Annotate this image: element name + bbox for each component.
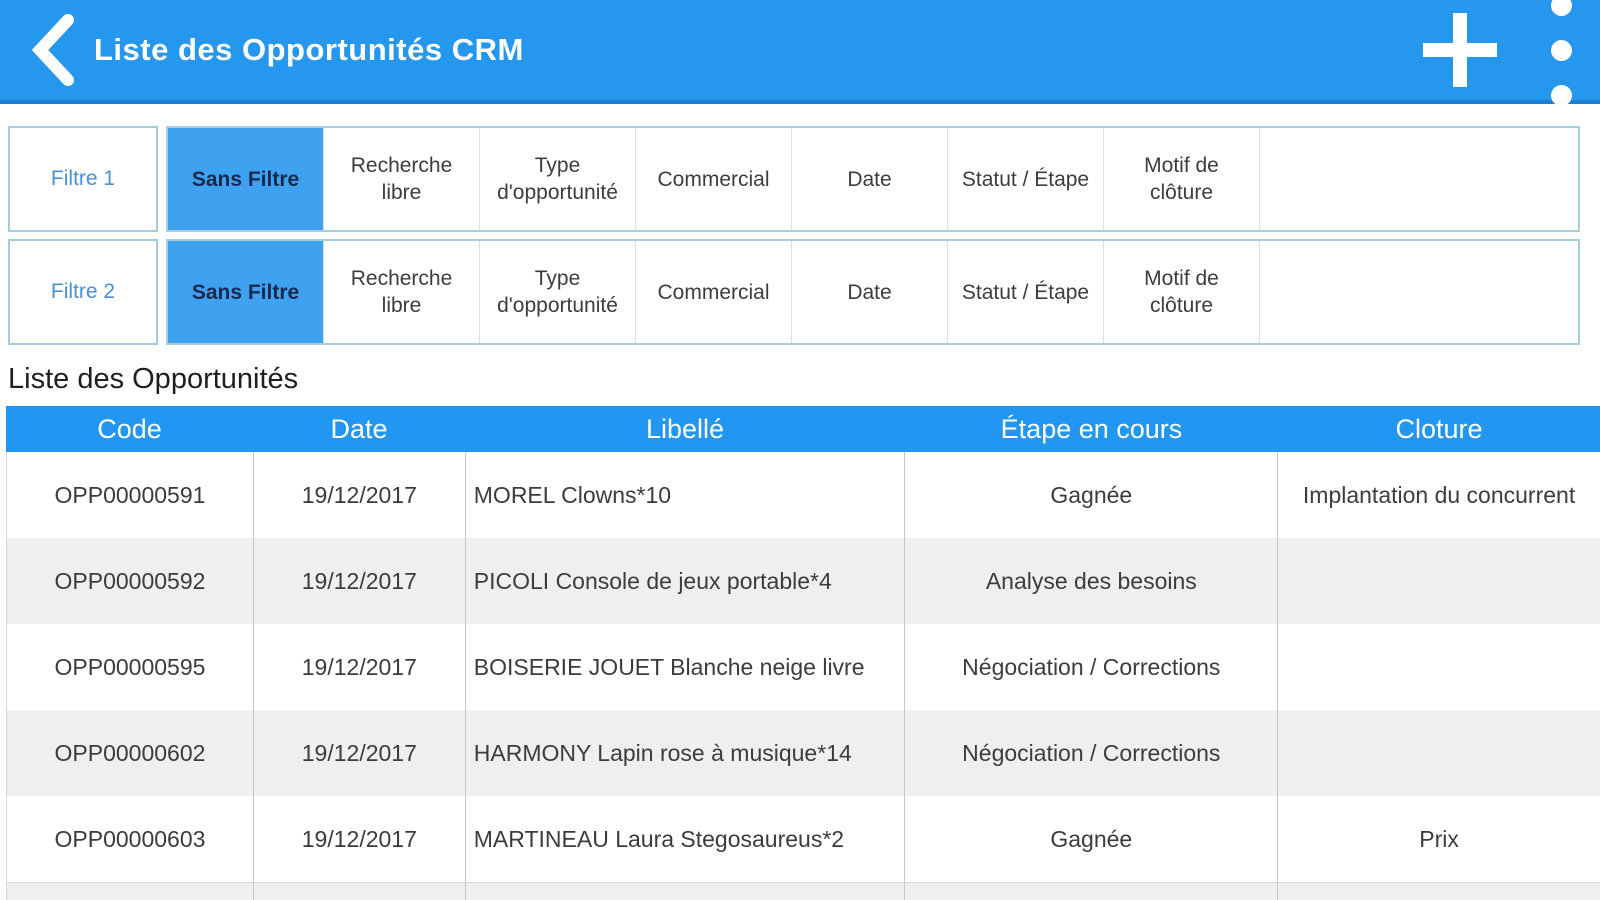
column-header-date[interactable]: Date: [330, 413, 388, 444]
filter-option-button[interactable]: Recherche libre: [324, 128, 480, 230]
cell-code: OPP00000595: [7, 624, 254, 710]
cell-date: 19/12/2017: [254, 796, 466, 882]
filter-option-button[interactable]: Statut / Étape: [948, 128, 1104, 230]
filter-2-label-button[interactable]: Filtre 2: [8, 239, 158, 345]
filter-row-2: [8, 239, 1580, 345]
filter-strip-filler: [1260, 241, 1578, 343]
cell-date: 19/12/2017: [254, 710, 466, 796]
app-bar: [0, 0, 1600, 104]
filter-1-options-strip: [166, 126, 1580, 232]
filter-strip-filler: [1260, 128, 1578, 230]
opportunities-table: [6, 406, 1600, 900]
cell-etape: Négociation / Corrections: [905, 624, 1278, 710]
back-button[interactable]: [18, 10, 88, 90]
filter-2-options-strip: [166, 239, 1580, 345]
table-header-row: [6, 406, 1600, 452]
cell-code: OPP00000592: [7, 538, 254, 624]
table-row[interactable]: [6, 710, 1600, 796]
cell-libelle: MARTINEAU Laura Stegosaureus*2: [466, 796, 906, 882]
filter-option-button[interactable]: Statut / Étape: [948, 241, 1104, 343]
cell-etape: [905, 883, 1278, 900]
cell-date: 19/12/2017: [254, 452, 466, 538]
cell-code: OPP00000591: [7, 452, 254, 538]
cell-cloture: [1278, 710, 1600, 796]
filter-option-button[interactable]: Sans Filtre: [168, 128, 324, 230]
chevron-left-icon: [32, 14, 74, 86]
filter-row-1: [8, 126, 1580, 232]
cell-etape: Gagnée: [905, 796, 1278, 882]
cell-code: OPP00000603: [7, 796, 254, 882]
page-title: Liste des Opportunités CRM: [94, 32, 524, 67]
column-header-cloture[interactable]: Cloture: [1395, 413, 1483, 444]
column-header-libelle[interactable]: Libellé: [646, 413, 725, 444]
filter-option-button[interactable]: Sans Filtre: [168, 241, 324, 343]
cell-date: 19/12/2017: [254, 624, 466, 710]
overflow-menu-button[interactable]: [1551, 0, 1572, 106]
cell-date: [254, 883, 466, 900]
filter-option-button[interactable]: Commercial: [636, 241, 792, 343]
plus-icon: [1417, 7, 1503, 93]
filter-option-button[interactable]: Motif de clôture: [1104, 128, 1260, 230]
cell-etape: Analyse des besoins: [905, 538, 1278, 624]
table-row-partial: [6, 882, 1600, 900]
table-row[interactable]: [6, 452, 1600, 538]
cell-code: [7, 883, 254, 900]
cell-libelle: BOISERIE JOUET Blanche neige livre: [466, 624, 906, 710]
filter-option-button[interactable]: Commercial: [636, 128, 792, 230]
filter-1-label-button[interactable]: Filtre 1: [8, 126, 158, 232]
cell-cloture: Prix: [1419, 825, 1459, 852]
cell-date: 19/12/2017: [254, 538, 466, 624]
add-button[interactable]: [1417, 7, 1503, 93]
column-header-code[interactable]: Code: [97, 413, 162, 444]
cell-cloture: [1278, 624, 1600, 710]
app-bar-actions: [1417, 0, 1572, 100]
filters-panel: [0, 104, 1600, 345]
filter-option-button[interactable]: Recherche libre: [324, 241, 480, 343]
filter-option-button[interactable]: Motif de clôture: [1104, 241, 1260, 343]
list-heading: Liste des Opportunités: [8, 363, 299, 395]
table-row[interactable]: [6, 796, 1600, 882]
cell-libelle: MOREL Clowns*10: [466, 452, 906, 538]
filter-option-button[interactable]: Date: [792, 128, 948, 230]
cell-cloture: [1278, 538, 1600, 624]
kebab-dot-icon: [1551, 0, 1572, 16]
cell-etape: Négociation / Corrections: [905, 710, 1278, 796]
cell-etape: Gagnée: [905, 452, 1278, 538]
table-body: [6, 452, 1600, 900]
cell-libelle: [466, 883, 906, 900]
cell-libelle: HARMONY Lapin rose à musique*14: [466, 710, 906, 796]
filter-option-button[interactable]: Date: [792, 241, 948, 343]
cell-code: OPP00000602: [7, 710, 254, 796]
filter-option-button[interactable]: Type d'opportunité: [480, 128, 636, 230]
filter-option-button[interactable]: Type d'opportunité: [480, 241, 636, 343]
kebab-dot-icon: [1551, 85, 1572, 106]
cell-libelle: PICOLI Console de jeux portable*4: [466, 538, 906, 624]
cell-cloture: [1278, 883, 1600, 900]
table-row[interactable]: [6, 538, 1600, 624]
kebab-dot-icon: [1551, 40, 1572, 61]
column-header-etape[interactable]: Étape en cours: [1000, 413, 1183, 444]
table-row[interactable]: [6, 624, 1600, 710]
cell-cloture: Implantation du concurrent: [1302, 481, 1576, 508]
